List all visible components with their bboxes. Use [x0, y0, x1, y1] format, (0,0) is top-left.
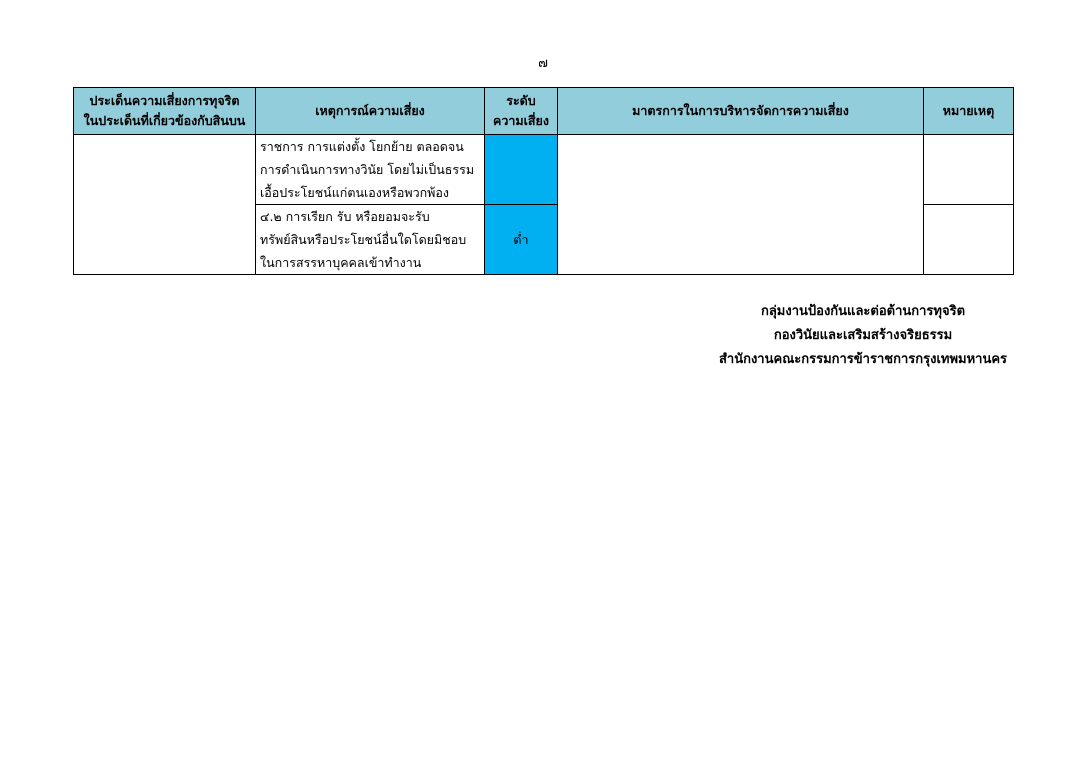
signature-line: กองวินัยและเสริมสร้างจริยธรรม	[773, 328, 953, 343]
issue-cell	[74, 135, 256, 275]
table-header-row	[74, 88, 1014, 135]
page-number: ๗	[538, 56, 548, 71]
header-issue-line-1: ประเด็นความเสี่ยงการทุจริต	[89, 93, 240, 108]
signature-line: กลุ่มงานป้องกันและต่อต้านการทุจริต	[760, 304, 966, 319]
remarks-cell	[924, 135, 1014, 205]
event-line: ทรัพย์สินหรือประโยชน์อื่นใดโดยมิชอบ	[260, 232, 467, 247]
event-line: ในการสรรหาบุคคลเข้าทำงาน	[260, 255, 422, 270]
header-remarks: หมายเหตุ	[924, 88, 1014, 135]
risk-table	[73, 87, 1014, 275]
risk-level-cell	[485, 135, 558, 205]
measures-cell	[558, 135, 924, 275]
header-level-line-1: ระดับ	[506, 93, 536, 108]
header-level	[485, 88, 558, 135]
event-cell	[256, 135, 485, 205]
signature-block	[700, 300, 1026, 372]
table-row	[74, 135, 1014, 205]
event-line: เอื้อประโยชน์แก่ตนเองหรือพวกพ้อง	[260, 185, 450, 200]
risk-level-cell: ต่ำ	[485, 205, 558, 275]
signature-line: สำนักงานคณะกรรมการข้าราชการกรุงเทพมหานคร	[718, 352, 1008, 367]
event-line: ๔.๒ การเรียก รับ หรือยอมจะรับ	[260, 209, 430, 224]
event-cell	[256, 205, 485, 275]
header-issue-line-2: ในประเด็นที่เกี่ยวข้องกับสินบน	[83, 113, 246, 128]
header-level-line-2: ความเสี่ยง	[493, 113, 549, 128]
remarks-cell	[924, 205, 1014, 275]
header-measures: มาตรการในการบริหารจัดการความเสี่ยง	[558, 88, 924, 135]
event-line: ราชการ การแต่งตั้ง โยกย้าย ตลอดจน	[260, 139, 464, 154]
event-line: การดำเนินการทางวินัย โดยไม่เป็นธรรม	[260, 162, 475, 177]
header-event: เหตุการณ์ความเสี่ยง	[256, 88, 485, 135]
header-issue	[74, 88, 256, 135]
